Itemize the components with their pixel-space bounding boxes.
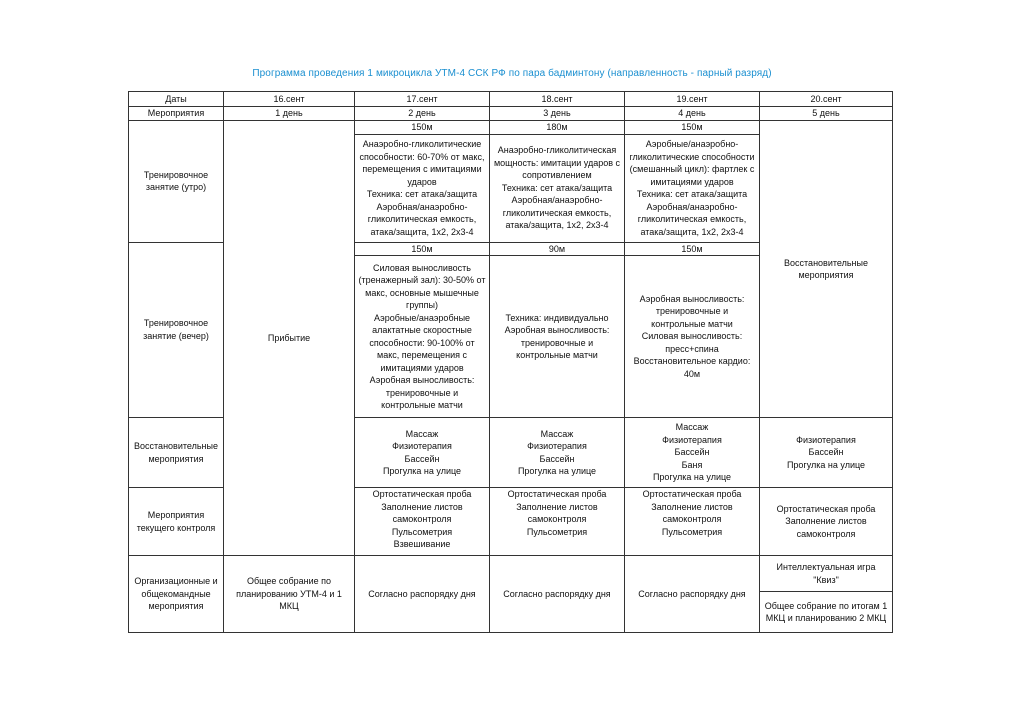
text-line: Прогулка на улице xyxy=(786,459,866,470)
text-line: Техника: сет атака/защита xyxy=(501,182,613,193)
morning-cell-day3 xyxy=(490,134,625,242)
volume-cell: 150м xyxy=(355,121,490,135)
date-cell: 16.сент xyxy=(224,92,355,107)
text-line: Физиотерапия xyxy=(392,441,452,451)
text-line: Заполнение листов самоконтроля xyxy=(785,516,867,539)
org-row xyxy=(129,556,893,592)
text-line: Прогулка на улице xyxy=(517,466,597,476)
day-cell: 2 день xyxy=(355,107,490,121)
org-label: Организационные и общекомандные мероприятия xyxy=(129,556,224,633)
text-line: Массаж xyxy=(405,428,439,439)
day-cell: 1 день xyxy=(224,107,355,121)
evening-cell-day3 xyxy=(490,256,625,418)
date-cell: 18.сент xyxy=(490,92,625,107)
text-line: Заполнение листов самоконтроля xyxy=(516,501,598,524)
morning-cell-day2 xyxy=(355,134,490,242)
volume-cell: 180м xyxy=(490,121,625,135)
text-line: Аэробные/анаэробные алактатные скоростные способности: 90-100% от макс, перемещения с имитациями ударов xyxy=(369,312,475,373)
text-line: Аэробная/анаэробно-гликолитическая емкость, атака/защита, 1х2, 2х3-4 xyxy=(502,195,612,231)
text-line: Анаэробно-гликолитическая мощность: имитации ударов с сопротивлением xyxy=(493,145,621,181)
events-label: Мероприятия xyxy=(129,107,224,121)
text-line: Восстановительное кардио: 40м xyxy=(633,356,751,379)
text-line: Ортостатическая проба xyxy=(507,489,607,499)
day-cell: 5 день xyxy=(760,107,893,121)
text-line: Пульсометрия xyxy=(661,526,723,537)
days-row xyxy=(129,107,893,121)
text-line: Физиотерапия xyxy=(662,434,722,445)
recovery-cell-day5 xyxy=(760,418,893,488)
text-line: Бассейн xyxy=(404,453,440,464)
text-line: Аэробная выносливость: тренировочные и контрольные матчи xyxy=(369,375,475,410)
arrival-cell: Прибытие xyxy=(224,121,355,556)
control-cell-day4 xyxy=(625,488,760,556)
text-line: Физиотерапия xyxy=(796,434,856,445)
volume-cell: 90м xyxy=(490,242,625,256)
text-line: Анаэробно-гликолитические способности: 60-70% от макс, перемещения с имитациями ударов xyxy=(359,139,485,187)
text-line: Ортостатическая проба xyxy=(372,489,472,499)
date-cell: 20.сент xyxy=(760,92,893,107)
text-line: Аэробные/анаэробно-гликолитические способности (смешанный цикл): фартлек с имитациями ударов xyxy=(629,139,755,187)
text-line: Прогулка на улице xyxy=(382,466,462,476)
control-cell-day2 xyxy=(355,488,490,556)
evening-cell-day4 xyxy=(625,256,760,418)
control-cell-day3 xyxy=(490,488,625,556)
text-line: Аэробная выносливость: тренировочные и контрольные матчи xyxy=(504,325,610,360)
day-cell: 4 день xyxy=(625,107,760,121)
org-cell-day4: Согласно распорядку дня xyxy=(625,556,760,633)
org-cell-day5-meeting: Общее собрание по итогам 1 МКЦ и планированию 2 МКЦ xyxy=(760,592,893,633)
org-cell-day3: Согласно распорядку дня xyxy=(490,556,625,633)
text-line: Пульсометрия xyxy=(526,526,588,537)
text-line: Ортостатическая проба xyxy=(776,503,876,514)
text-line: Массаж xyxy=(540,428,574,439)
volume-cell: 150м xyxy=(355,242,490,256)
recovery-cell-day3 xyxy=(490,418,625,488)
date-cell: 17.сент xyxy=(355,92,490,107)
text-line: Ортостатическая проба xyxy=(642,489,742,499)
recovery-label: Восстановительные мероприятия xyxy=(129,418,224,488)
text-line: Взвешивание xyxy=(393,539,451,549)
day5-recovery-cell: Восстановительные мероприятия xyxy=(760,121,893,418)
org-cell-day2: Согласно распорядку дня xyxy=(355,556,490,633)
schedule-table xyxy=(128,91,893,633)
dates-label: Даты xyxy=(129,92,224,107)
volume-cell: 150м xyxy=(625,121,760,135)
evening-cell-day2 xyxy=(355,256,490,418)
text-line: Заполнение листов самоконтроля xyxy=(381,501,463,524)
text-line: Силовая выносливость (тренажерный зал): 30-50% от макс, основные мышечные группы) xyxy=(358,262,486,310)
morning-volume-row xyxy=(129,121,893,135)
text-line: Бассейн xyxy=(674,447,710,458)
text-line: Техника: сет атака/защита xyxy=(366,189,478,199)
text-line: Техника: сет атака/защита xyxy=(636,189,748,199)
text-line: Силовая выносливость: пресс+спина xyxy=(641,331,743,354)
text-line: Заполнение листов самоконтроля xyxy=(651,501,733,524)
org-cell-day5-quiz: Интеллектуальная игра "Квиз" xyxy=(760,556,893,592)
text-line: Техника: индивидуально xyxy=(505,312,609,323)
recovery-cell-day4 xyxy=(625,418,760,488)
day-cell: 3 день xyxy=(490,107,625,121)
recovery-cell-day2 xyxy=(355,418,490,488)
evening-label: Тренировочное занятие (вечер) xyxy=(129,242,224,418)
text-line: Аэробная/анаэробно-гликолитическая емкость, атака/защита, 1х2, 2х3-4 xyxy=(637,201,747,237)
dates-row xyxy=(129,92,893,107)
text-line: Физиотерапия xyxy=(527,441,587,451)
page-title: Программа проведения 1 микроцикла УТМ-4 ССК РФ по пара бадминтону (направленность - парный разряд) xyxy=(252,68,772,79)
text-line: Массаж xyxy=(675,422,709,433)
text-line: Баня xyxy=(681,459,703,470)
org-cell-day1: Общее собрание по планированию УТМ-4 и 1 МКЦ xyxy=(224,556,355,633)
control-label: Мероприятия текущего контроля xyxy=(129,488,224,556)
date-cell: 19.сент xyxy=(625,92,760,107)
text-line: Пульсометрия xyxy=(391,526,453,537)
text-line: Аэробная выносливость: тренировочные и контрольные матчи xyxy=(639,293,745,329)
text-line: Бассейн xyxy=(539,453,575,464)
text-line: Бассейн xyxy=(808,447,844,458)
text-line: Прогулка на улице xyxy=(652,472,732,483)
control-cell-day5 xyxy=(760,488,893,556)
text-line: Аэробная/анаэробно-гликолитическая емкость, атака/защита, 1х2, 2х3-4 xyxy=(367,201,477,237)
morning-cell-day4 xyxy=(625,134,760,242)
volume-cell: 150м xyxy=(625,242,760,256)
morning-label: Тренировочное занятие (утро) xyxy=(129,121,224,243)
